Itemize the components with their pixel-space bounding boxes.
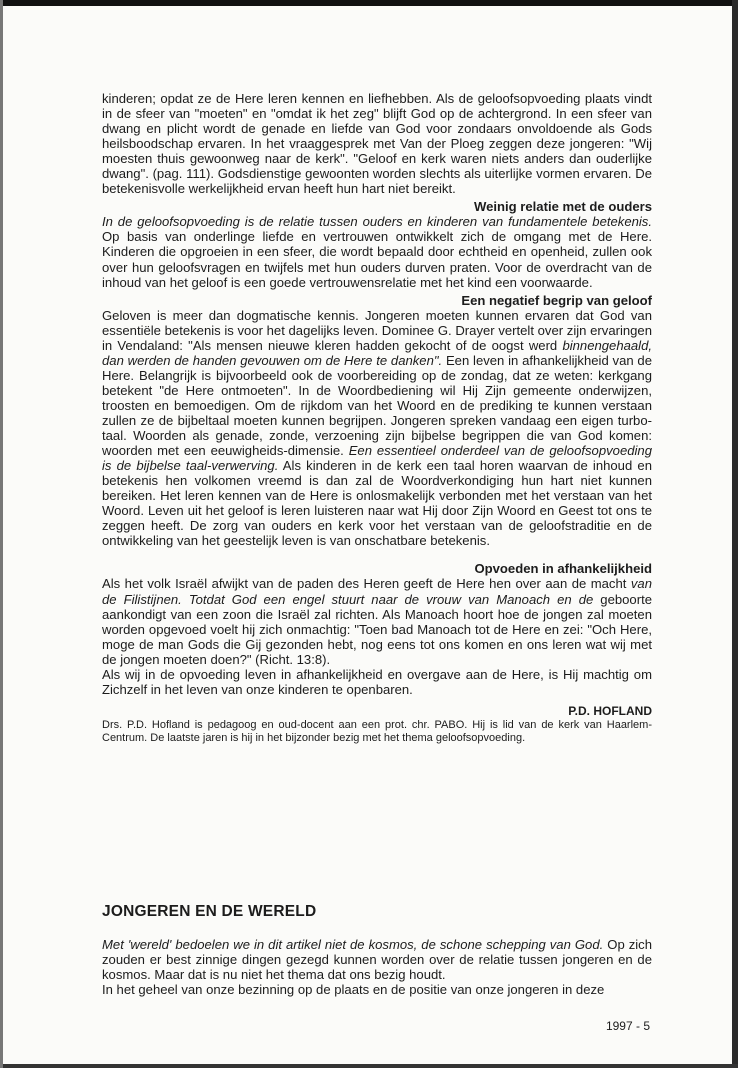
author-bio: Drs. P.D. Hofland is pedagoog en oud-docent aan een prot. chr. PABO. Hij is lid van de kerk van Haarlem-Centrum. De laatste jaren is hij in het bijzonder bezig met het thema geloofsopvoeding.: [102, 718, 652, 745]
spacer: [102, 548, 652, 558]
section-heading-afhankelijkheid: Opvoeden in afhankelijkheid: [474, 561, 652, 577]
scan-edge-top: [0, 0, 738, 6]
next-article-paragraph: [102, 937, 652, 982]
paragraph-text: Op basis van onderlinge liefde en vertrouwen ontwikkelt zich de omgang met de Here. Kinderen die opgroeien in een sfeer, die wordt bepaald door echtheid en openheid, zullen ook over hun geloofsvragen en twijfels met hun ouders durven praten. Voor de overdracht van de inhoud van het geloof is een goede vertrouwensrelatie met het kind een voorwaarde.: [102, 229, 652, 290]
section-paragraph-relatie: [102, 214, 652, 289]
italic-passage: van de Filistijnen. Totdat God een engel stuurt naar de vrouw van Manoach en de: [102, 576, 652, 607]
paragraph-text: Als kinderen in de kerk een taal horen waarvan de inhoud en betekenis hen volkomen vreemd is dan zal de Woordverkondiging hun hart niet kunnen bereiken. Het leren kennen van de Here is onlosmakelijk verbonden met het verstaan van het Woord. Leven uit het geloof is leren luisteren naar wat Hij door Zijn Woord en Geest tot ons te zeggen heeft. De zorg van ouders en kerk voor het verstaan van de geloofstraditie en de ontwikkeling van het geestelijk leven is van onschatbare betekenis.: [102, 458, 652, 549]
paragraph-text: Geloven is meer dan dogmatische kennis. Jongeren moeten kunnen ervaren dat God van essentiële betekenis is voor het dagelijks leven. Dominee G. Drayer vertelt over zijn ervaringen in Vendaland: "Als mensen nieuwe kleren hadden gekocht of de oogst werd: [102, 307, 652, 353]
italic-quote: binnengehaald, dan werden de handen gevouwen om de Here te danken".: [102, 337, 652, 368]
scan-edge-right: [732, 0, 738, 1068]
paragraph-text: geboorte aankondigt van een zoon die Israël zal richten. Als Manoach hoort hoe de jongen zal moeten worden opgevoed voelt hij zich onmachtig: "Toen bad Manoach tot de Here en zei: "Och Here, moge de man Gods die Gij gezonden hebt, nog eens tot ons komen en ons leren wat wij met de jongen moeten doen?" (Richt. 13:8).: [102, 591, 652, 667]
scan-edge-bottom: [0, 1064, 738, 1068]
section-paragraph-begrip: [102, 308, 652, 549]
next-article-body: [102, 937, 652, 997]
paragraph-text: Als het volk Israël afwijkt van de paden des Heren geeft de Here hen over aan de macht: [102, 576, 631, 592]
scan-edge-left: [0, 0, 3, 1068]
closing-paragraph: Als wij in de opvoeding leven in afhankelijkheid en overgave aan de Here, is Hij machtig om Zichzelf in het leven van onze kinderen te openbaren.: [102, 666, 652, 697]
section-heading-relatie: Weinig relatie met de ouders: [473, 199, 652, 215]
italic-lead: In de geloofsopvoeding is de relatie tussen ouders en kinderen van fundamentele betekenis.: [102, 214, 652, 230]
section-heading-begrip: Een negatief begrip van geloof: [461, 292, 652, 308]
paragraph-text: Een leven in afhankelijkheid van de Here. Belangrijk is bijvoorbeeld ook de voorbereiding op de zondag, dat ze weten: kerkgang betekent "de Here ontmoeten". In de Woordbediening wil Hij Zijn gemeente onderwijzen, troosten en bemoedigen. Om de rijkdom van het Woord en de prediking te kunnen verstaan zullen ze de bijbeltaal moeten kunnen begrijpen. Jongeren spreken vandaag een eigen turbo-taal. Woorden als genade, zonde, verzoening zijn bijbelse begrippen die van God komen: woorden met een eeuwigheids-dimensie.: [102, 352, 652, 459]
author-signature: P.D. HOFLAND: [568, 703, 652, 718]
next-article-title: JONGEREN EN DE WERELD: [102, 903, 317, 920]
paragraph-text: Op zich zouden er best zinnige dingen gezegd kunnen worden over de relatie tussen jongeren en de kosmos. Maar dat is nu niet het thema dat ons bezig houdt.: [102, 937, 653, 983]
article-column: [102, 91, 652, 746]
next-article-last-line: In het geheel van onze bezinning op de plaats en de positie van onze jongeren in deze: [102, 982, 605, 998]
section-paragraph-afhankelijkheid: [102, 576, 652, 666]
intro-paragraph: kinderen; opdat ze de Here leren kennen en liefhebben. Als de geloofsopvoeding plaats vindt in de sfeer van "moeten" en "omdat ik het zeg" blijft God op de achtergrond. In een sfeer van dwang en plicht wordt de genade en liefde van God voor zondaars onvoldoende als Gods heilsboodschap ervaren. In het vraaggesprek met Van der Ploeg zeggen deze jongeren: "Wij moesten thuis gewoonweg naar de kerk". "Geloof en kerk waren niets anders dan ouderlijke dwang". (pag. 111). Godsdienstige gewoonten worden slechts als uiterlijke vormen ervaren. De betekenisvolle werkelijkheid ervan heeft hun hart niet bereikt.: [102, 91, 652, 197]
italic-emphasis: Een essentieel onderdeel van de geloofsopvoeding is de bijbelse taal-verwerving.: [102, 443, 652, 474]
page-number: 1997 - 5: [605, 1019, 650, 1033]
italic-lead: Met 'wereld' bedoelen we in dit artikel niet de kosmos, de schone schepping van God.: [102, 937, 604, 952]
